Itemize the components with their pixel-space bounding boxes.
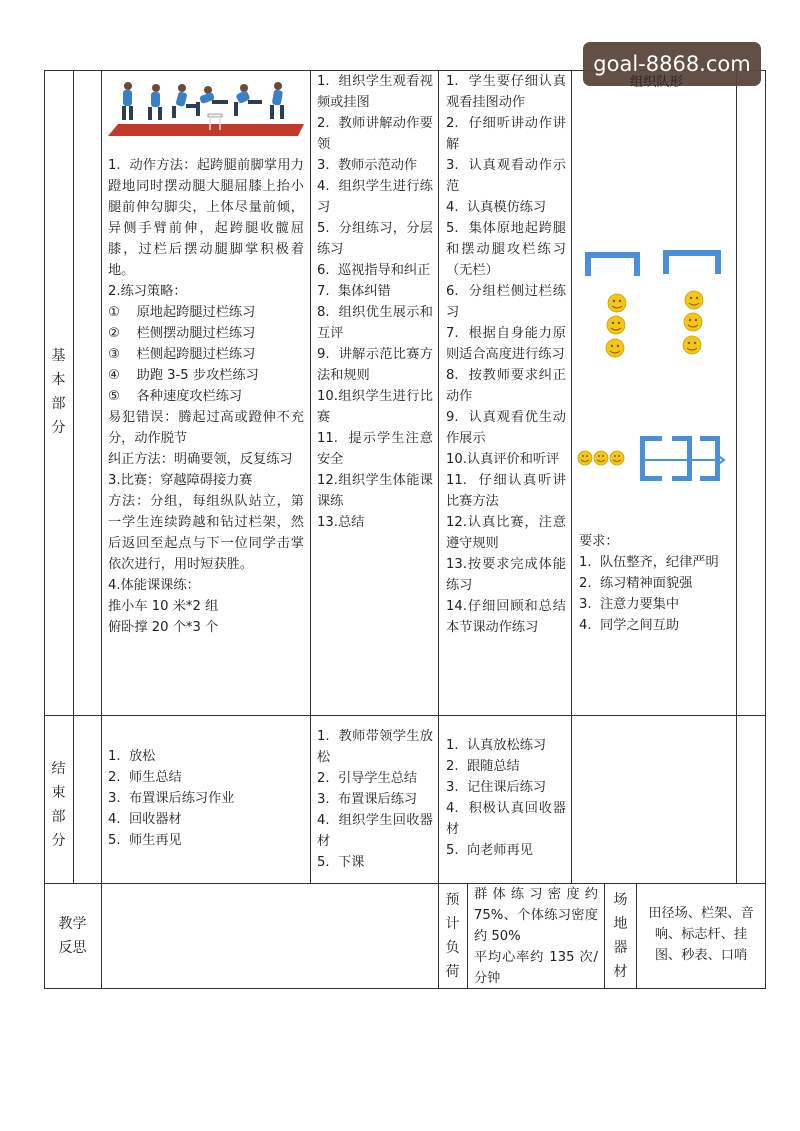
ending-student-cell <box>446 735 566 861</box>
content-line: 易犯错误：腾起过高或蹬伸不充分，动作脱节 <box>108 410 304 446</box>
content-line: 纠正方法：明确要领，反复练习 <box>108 452 293 467</box>
teacher-line: 12.组织学生体能课课练 <box>317 473 433 509</box>
student-line: 10.认真评价和听评 <box>446 452 560 467</box>
teacher-line: 9. 讲解示范比赛方法和规则 <box>317 347 433 383</box>
teacher-line: 5. 下课 <box>317 855 365 870</box>
student-line: 3. 认真观看动作示范 <box>446 158 566 194</box>
student-line: 4. 认真模仿练习 <box>446 200 547 215</box>
requirement-line: 2. 练习精神面貌强 <box>579 576 693 591</box>
student-line: 4. 积极认真回收器材 <box>446 801 566 837</box>
venue-label-char: 材 <box>613 964 628 980</box>
content-line: ④ 助跑 3-5 步攻栏练习 <box>108 368 259 383</box>
student-line: 2. 仔细听讲动作讲解 <box>446 116 566 152</box>
basic-label-char: 本 <box>51 372 66 388</box>
basic-content-cell <box>108 155 304 638</box>
col-divider-content <box>101 70 102 989</box>
requirement-line: 4. 同学之间互助 <box>579 618 680 633</box>
smiley-icon <box>685 291 703 309</box>
content-line: 3.比赛：穿越障碍接力赛 <box>108 473 253 488</box>
basic-section-label <box>44 344 73 440</box>
student-line: 6. 分组栏侧过栏练习 <box>446 284 566 320</box>
student-line: 3. 记住课后练习 <box>446 780 547 795</box>
basic-teacher-cell <box>317 71 433 533</box>
running-track <box>108 124 304 136</box>
content-line: 5. 师生再见 <box>108 833 182 848</box>
reflection-label-line: 教学 <box>58 916 87 932</box>
content-line: 2.练习策略： <box>108 284 187 299</box>
col-divider-venue-label <box>636 883 637 989</box>
ending-label-char: 分 <box>51 833 66 849</box>
content-line: ⑤ 各种速度攻栏练习 <box>108 389 243 404</box>
smiley-icon <box>594 451 608 465</box>
teacher-line: 3. 教师示范动作 <box>317 158 418 173</box>
student-line: 1. 认真放松练习 <box>446 738 547 753</box>
venue-label-char: 场 <box>613 892 628 908</box>
content-line: 推小车 10 米*2 组 <box>108 599 219 614</box>
reflection-label <box>44 912 101 960</box>
row-divider-basic-ending <box>44 715 766 716</box>
smiley-icon <box>684 313 702 331</box>
teacher-line: 4. 组织学生回收器材 <box>317 813 433 849</box>
venue-label <box>605 888 636 984</box>
student-line: 5. 集体原地起跨腿和摆动腿攻栏练习（无栏） <box>446 221 566 278</box>
formation-title: 组织队形 <box>630 75 683 90</box>
venue-label-char: 器 <box>613 940 628 956</box>
student-line: 11. 仔细认真听讲比赛方法 <box>446 473 566 509</box>
content-line: ② 栏侧摆动腿过栏练习 <box>108 326 256 341</box>
ending-teacher-cell <box>317 726 433 873</box>
row-divider-ending-footer <box>44 883 766 884</box>
runner-figure-icon <box>148 84 162 120</box>
student-line: 12.认真比赛，注意遵守规则 <box>446 515 566 551</box>
load-line: 平均心率约 135 次/分钟 <box>474 950 598 986</box>
table-border-right <box>765 70 766 989</box>
venue-text: 田径场、栏架、音响、标志杆、挂图、秒表、口哨 <box>648 906 754 963</box>
venue-label-char: 地 <box>613 916 628 932</box>
col-divider-formation <box>571 70 572 883</box>
ending-section-label <box>44 757 73 853</box>
teacher-line: 5. 分组练习，分层练习 <box>317 221 433 257</box>
basic-label-char: 基 <box>51 348 66 364</box>
load-text <box>474 884 603 989</box>
smiley-icon <box>683 336 701 354</box>
teacher-line: 7. 集体纠错 <box>317 284 391 299</box>
load-label-char: 计 <box>445 916 460 932</box>
load-label-char: 预 <box>445 892 460 908</box>
col-divider-load-label <box>467 883 468 989</box>
requirement-line: 3. 注意力要集中 <box>579 597 680 612</box>
teacher-line: 4. 组织学生进行练习 <box>317 179 433 215</box>
hurdle-bracket-icon <box>585 252 640 276</box>
hurdle-illustration <box>108 74 304 140</box>
teacher-line: 6. 巡视指导和纠正 <box>317 263 431 278</box>
teacher-line: 1. 组织学生观看视频或挂图 <box>317 74 433 110</box>
teacher-line: 8. 组织优生展示和互评 <box>317 305 433 341</box>
teacher-line: 13.总结 <box>317 515 365 530</box>
load-line: 群体练习密度约 75%、个体练习密度约 50% <box>474 887 603 944</box>
ending-label-char: 束 <box>51 785 66 801</box>
requirements-block <box>579 531 734 636</box>
content-line: 2. 师生总结 <box>108 770 182 785</box>
runner-figure-icon <box>122 82 133 120</box>
student-line: 9. 认真观看优生动作展示 <box>446 410 566 446</box>
ending-label-char: 结 <box>51 761 66 777</box>
teacher-line: 2. 教师讲解动作要领 <box>317 116 433 152</box>
content-line: 方法：分组，每组纵队站立，第一学生连续跨越和钻过栏架，然后返回至起点与下一位同学击掌依次进行，用时短获胜。 <box>108 494 304 572</box>
hurdle-side-view-icon <box>640 436 720 481</box>
smiley-icon <box>608 294 626 312</box>
ending-label-char: 部 <box>51 809 66 825</box>
basic-label-char: 部 <box>51 396 66 412</box>
basic-student-cell <box>446 71 566 638</box>
student-line: 5. 向老师再见 <box>446 843 533 858</box>
content-line: 3. 布置课后练习作业 <box>108 791 235 806</box>
student-line: 8. 按教师要求纠正动作 <box>446 368 566 404</box>
requirement-line: 1. 队伍整齐，纪律严明 <box>579 555 719 570</box>
hurdle-bracket-icon <box>663 250 721 274</box>
smiley-icon <box>606 339 624 357</box>
student-line: 7. 根据自身能力原则适合高度进行练习 <box>446 326 566 362</box>
basic-label-char: 分 <box>51 420 66 436</box>
formation-diagram <box>576 240 731 490</box>
load-label-char: 荷 <box>445 964 460 980</box>
runner-figure-icon <box>234 84 262 116</box>
teacher-line: 1. 教师带领学生放松 <box>317 729 433 765</box>
smiley-icon <box>610 451 624 465</box>
student-line: 13.按要求完成体能练习 <box>446 557 566 593</box>
col-divider-label <box>73 70 74 883</box>
teacher-line: 11. 提示学生注意安全 <box>317 431 433 467</box>
content-line: 1. 放松 <box>108 749 156 764</box>
student-line: 14.仔细回顾和总结本节课动作练习 <box>446 599 566 635</box>
runner-figure-icon <box>270 82 284 119</box>
teacher-line: 3. 布置课后练习 <box>317 792 418 807</box>
load-label-char: 负 <box>445 940 460 956</box>
content-line: ③ 栏侧起跨腿过栏练习 <box>108 347 256 362</box>
content-line: 1. 动作方法：起跨腿前脚掌用力蹬地同时摆动腿大腿屈膝上抬小腿前伸勾脚尖，上体尽量前倾，异侧手臂前伸，起跨腿收髋屈膝，过栏后摆动腿脚掌积极着地。 <box>108 158 304 278</box>
hurdle-bar-icon <box>208 114 222 117</box>
requirements-title: 要求： <box>579 534 619 549</box>
student-line: 2. 跟随总结 <box>446 759 520 774</box>
col-divider-student <box>438 70 439 989</box>
col-divider-extra <box>736 70 737 883</box>
content-line: 4. 回收器材 <box>108 812 182 827</box>
table-border-bottom <box>44 988 766 989</box>
load-label <box>438 888 467 984</box>
content-line: ① 原地起跨腿过栏练习 <box>108 305 256 320</box>
teacher-line: 10.组织学生进行比赛 <box>317 389 433 425</box>
reflection-label-line: 反思 <box>58 940 87 956</box>
teacher-line: 2. 引导学生总结 <box>317 771 418 786</box>
runner-figure-icon <box>196 86 228 116</box>
content-line: 俯卧撑 20 个*3 个 <box>108 620 219 635</box>
student-line: 1. 学生要仔细认真观看挂图动作 <box>446 74 566 110</box>
smiley-icon <box>578 451 592 465</box>
col-divider-teacher <box>310 70 311 883</box>
ending-content-cell <box>108 746 304 851</box>
content-line: 4.体能课课练： <box>108 578 200 593</box>
watermark-badge: goal-8868.com <box>583 42 761 86</box>
runner-figure-icon <box>172 84 198 118</box>
smiley-icon <box>607 316 625 334</box>
